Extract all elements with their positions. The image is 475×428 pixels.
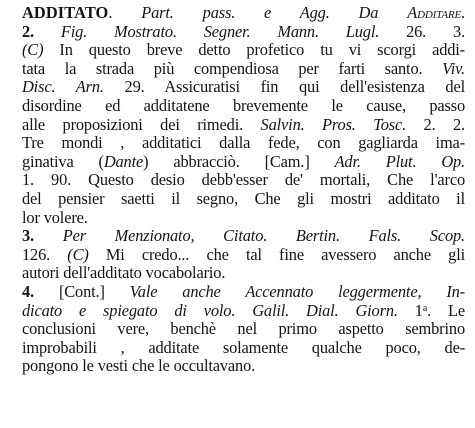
superscript: a (422, 302, 428, 314)
text-run: 126. (22, 245, 68, 264)
text-run (34, 227, 63, 245)
text-line (22, 153, 465, 172)
text-run: alle proposizioni dei rimedi. (22, 115, 261, 134)
italic-text: Disc. Arn. (22, 78, 104, 97)
italic-text: Per Menzionato, Citato. Bertin. Fals. Scop. (62, 227, 465, 246)
heading-space (378, 4, 407, 22)
text-line (22, 320, 465, 339)
text-run: 1. 90. Questo desio debb'esser de' mortali, Che l'arco (22, 171, 465, 190)
text-line (22, 78, 465, 97)
text-line (22, 60, 465, 79)
text-run: improbabili , additate solamente qualche poco, de- (22, 338, 465, 357)
text-line (22, 41, 465, 60)
text-run: autori dell'additato vocabolario. (22, 264, 226, 283)
text-line (22, 209, 465, 228)
text-run: In questo breve detto profetico tu vi scorgi addi- (43, 41, 465, 60)
sense-number: 2. (22, 22, 34, 41)
text-line (22, 357, 465, 376)
text-run: ) abbracciò. [Cam.] (143, 152, 335, 171)
italic-text: Adr. Plut. Op. (334, 152, 465, 171)
text-run: Tre mondi , additatici dalla fede, con gagliarda ima- (22, 134, 465, 153)
grammar-label: Part. pass. e Agg. Da (141, 4, 379, 22)
text-line (22, 190, 465, 209)
text-line (22, 97, 465, 116)
italic-text: dicato e spiegato di volo. Galil. Dial. Giorn. (22, 301, 398, 320)
italic-text: (C) (67, 245, 89, 264)
text-run: 26. 3. (379, 22, 465, 41)
text-line (22, 283, 465, 302)
text-run: tata la strada più compendiosa per farti santo. (22, 59, 443, 78)
entry-body (22, 23, 465, 376)
text-line (22, 116, 465, 135)
italic-text: Dante (103, 152, 144, 171)
italic-text: (C) (22, 41, 44, 60)
text-run: lor volere. (22, 208, 88, 227)
text-run: conclusioni vere, benchè nel primo aspetto sembrino (22, 320, 465, 339)
headword: ADDITATO (22, 4, 109, 22)
text-line (22, 23, 465, 42)
text-run: 1 (397, 301, 423, 320)
text-run: [Cont.] (34, 282, 130, 301)
text-line (22, 134, 465, 153)
italic-text: Fig. Mostrato. Segner. Mann. Lugl. (60, 22, 380, 41)
text-run: pongono le vesti che le occultavano. (22, 357, 256, 376)
italic-text: Vale anche Accennato leggermente, In- (129, 282, 465, 301)
entry-heading-line (22, 4, 465, 23)
text-line (22, 339, 465, 358)
text-run (34, 23, 61, 41)
text-run: . Le (427, 301, 465, 320)
italic-text: Viv. (442, 59, 465, 78)
heading-end-dot: . (461, 4, 465, 22)
text-run: 29. Assicuratisi fin qui dell'esistenza del (103, 78, 465, 97)
text-run: del pensier saetti il segno, Che gli mostri additato il (22, 189, 465, 208)
headword-dot: . (108, 4, 142, 22)
text-run: Mi credo... che tal fine avessero anche gli (88, 245, 465, 264)
text-line (22, 246, 465, 265)
source-word: Additare (407, 4, 462, 22)
text-line (22, 171, 465, 190)
text-run: disordine ed additatene brevemente le cause, passo (22, 96, 465, 115)
sense-number: 3. (22, 227, 34, 246)
text-run: 2. 2. (406, 115, 465, 134)
sense-number: 4. (22, 282, 34, 301)
text-run: ginativa ( (22, 152, 104, 171)
italic-text: Salvin. Pros. Tosc. (260, 115, 407, 134)
text-line (22, 227, 465, 246)
text-line (22, 264, 465, 283)
text-line (22, 302, 465, 321)
